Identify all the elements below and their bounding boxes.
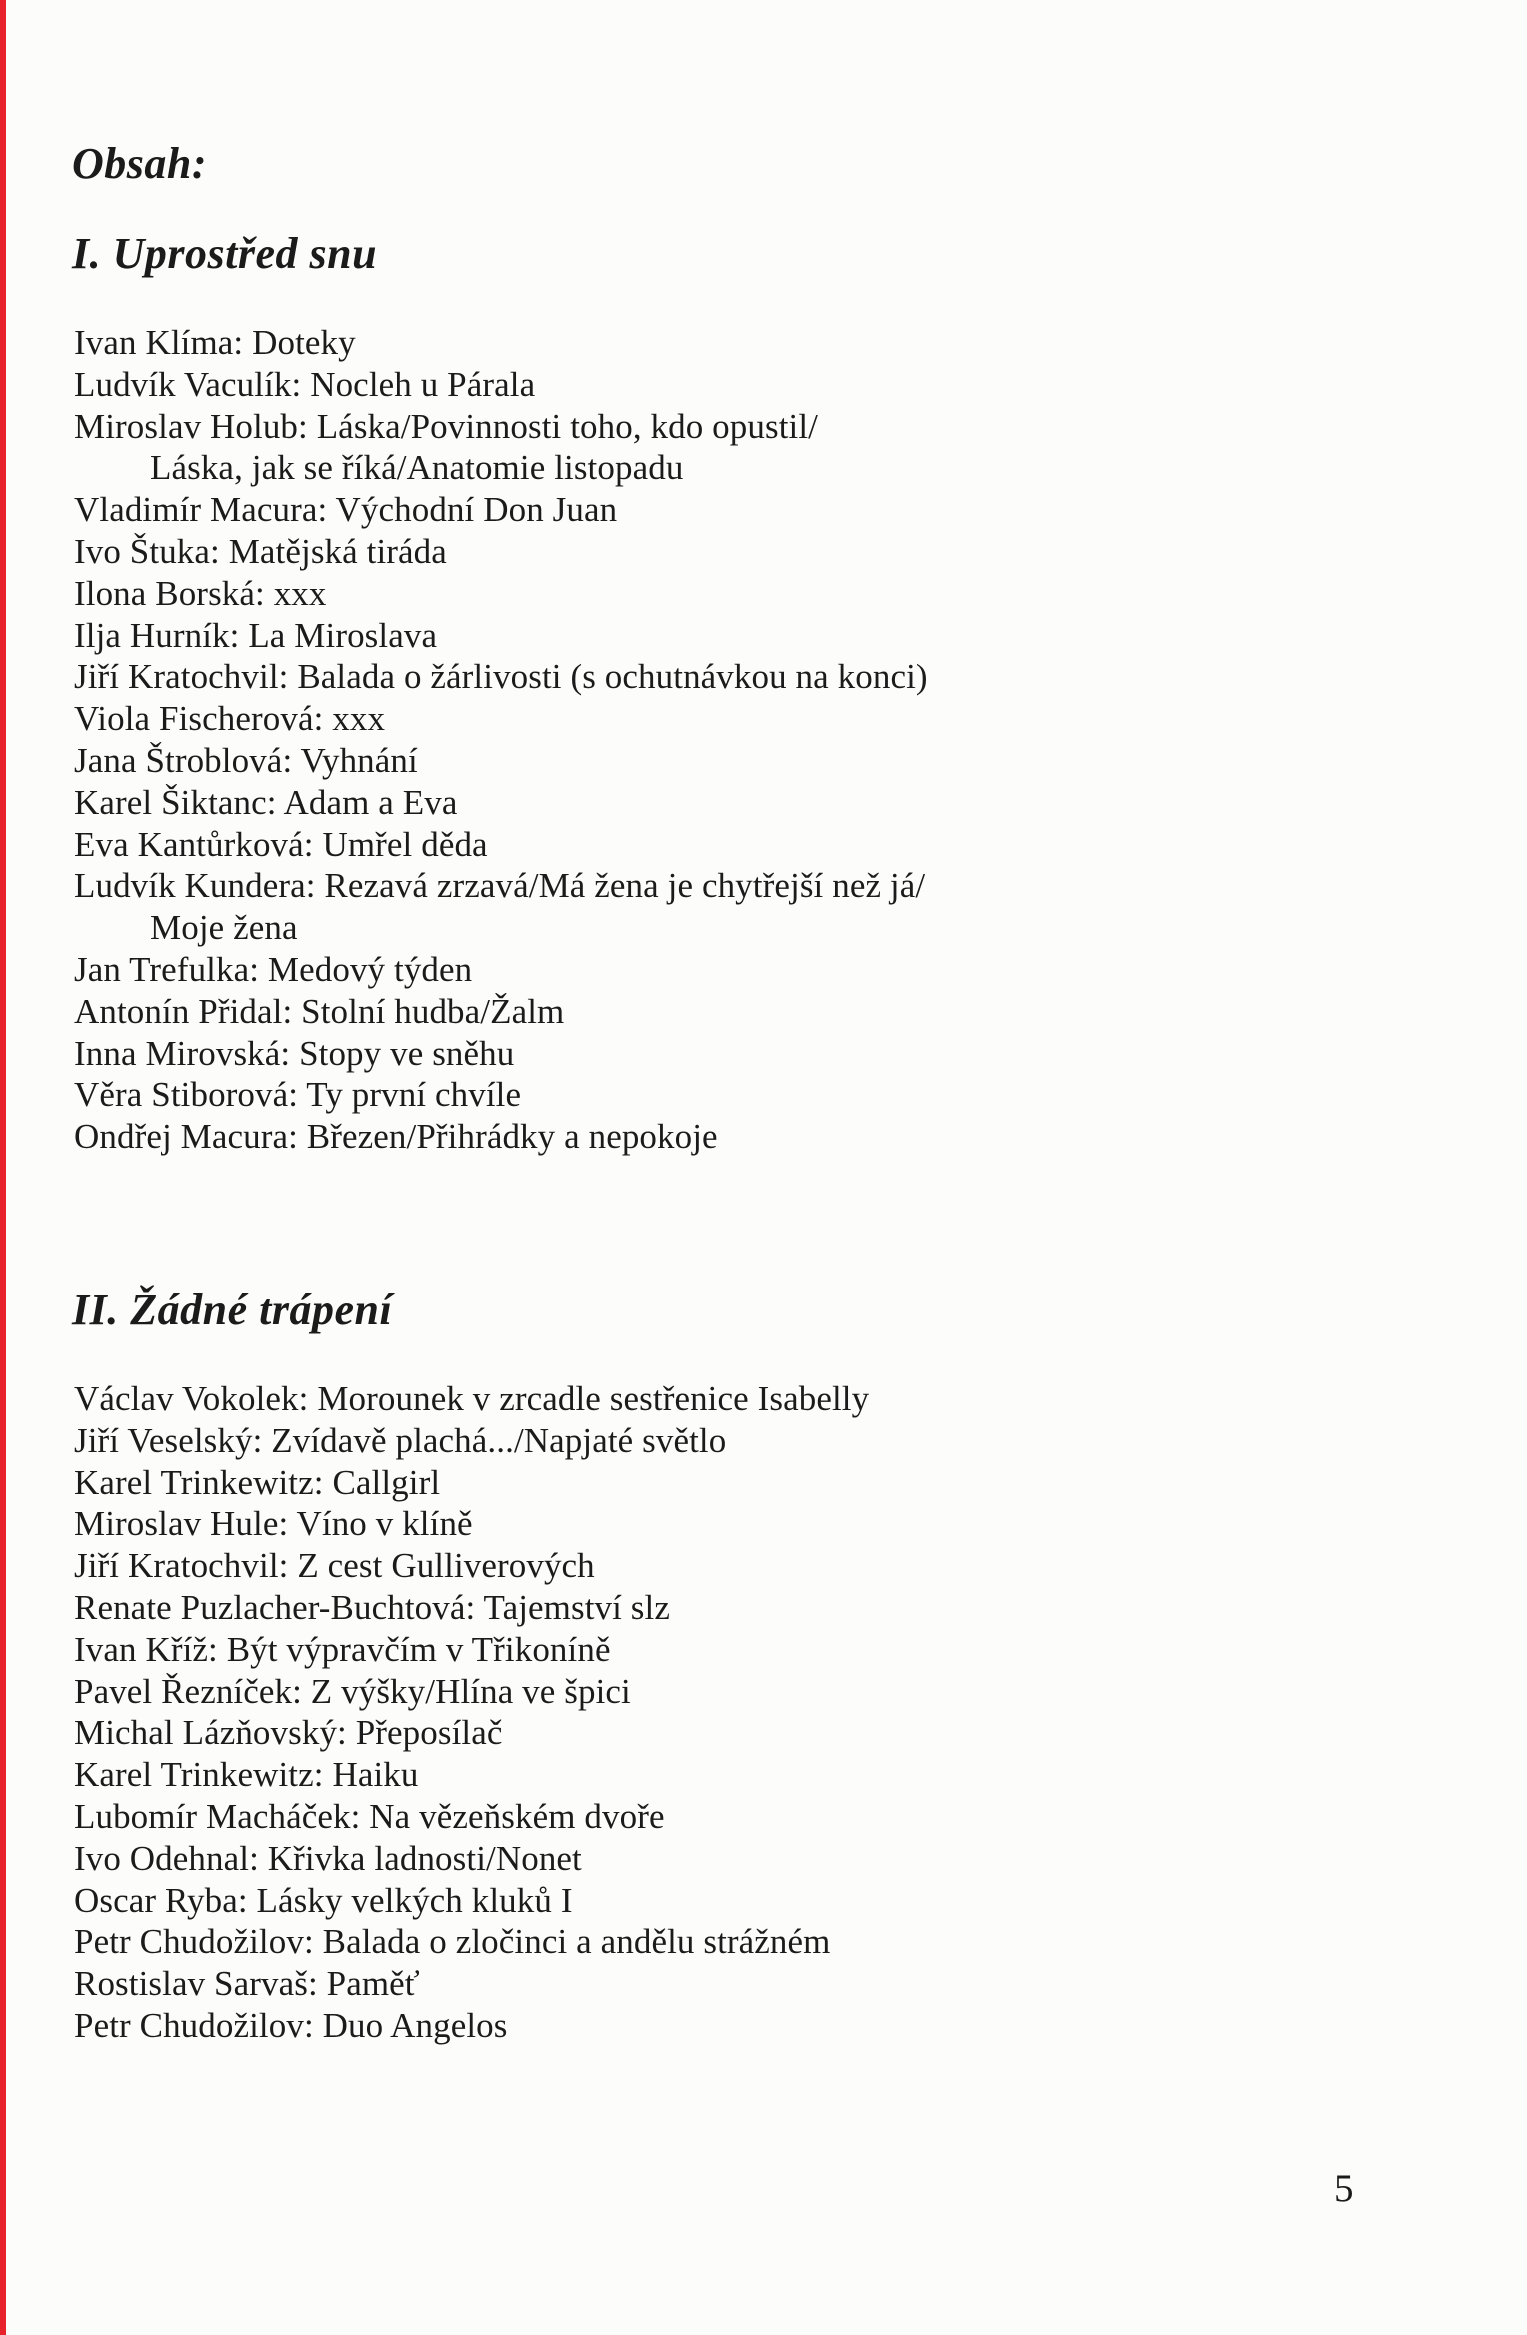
- toc-entry: Ivan Kříž: Být výpravčím v Třikoníně: [74, 1629, 611, 1669]
- toc-entry: Renate Puzlacher-Buchtová: Tajemství slz: [74, 1587, 670, 1627]
- toc-entry: Ivan Klíma: Doteky: [74, 323, 356, 362]
- toc-entry: Karel Šiktanc: Adam a Eva: [74, 782, 458, 822]
- toc-entry: Karel Trinkewitz: Haiku: [74, 1755, 419, 1795]
- toc-entry: Ondřej Macura: Březen/Přihrádky a nepokoje: [74, 1117, 718, 1157]
- toc-entry: Věra Stiborová: Ty první chvíle: [74, 1075, 522, 1115]
- toc-entry: Miroslav Hule: Víno v klíně: [74, 1504, 473, 1544]
- toc-entry: Ludvík Vaculík: Nocleh u Párala: [74, 364, 536, 404]
- toc-entry: Jiří Veselský: Zvídavě plachá.../Napjaté světlo: [74, 1420, 727, 1460]
- toc-entry: Inna Mirovská: Stopy ve sněhu: [74, 1033, 515, 1073]
- section-heading-2: II. Žádné trápení: [72, 1285, 393, 1334]
- toc-entry: Miroslav Holub: Láska/Povinnosti toho, kdo opustil/: [74, 406, 818, 446]
- toc-entry: Eva Kantůrková: Umřel děda: [74, 824, 488, 864]
- toc-entry: Václav Vokolek: Morounek v zrcadle sestřenice Isabelly: [74, 1379, 870, 1418]
- toc-entry: Oscar Ryba: Lásky velkých kluků I: [74, 1880, 573, 1920]
- scan-edge-red-stripe: [0, 0, 6, 2335]
- toc-entry: Jiří Kratochvil: Z cest Gulliverových: [74, 1546, 595, 1586]
- toc-entry: Ivo Odehnal: Křivka ladnosti/Nonet: [74, 1838, 582, 1878]
- toc-entry: Moje žena: [150, 908, 298, 948]
- toc-entry: Láska, jak se říká/Anatomie listopadu: [150, 448, 684, 488]
- toc-entry: Petr Chudožilov: Duo Angelos: [74, 2005, 508, 2045]
- toc-entry: Ilja Hurník: La Miroslava: [74, 615, 438, 655]
- toc-entry: Jan Trefulka: Medový týden: [74, 949, 473, 989]
- toc-entry: Rostislav Sarvaš: Paměť: [74, 1964, 420, 2004]
- toc-entry: Pavel Řezníček: Z výšky/Hlína ve špici: [74, 1671, 631, 1711]
- section-heading-1: I. Uprostřed snu: [72, 229, 378, 278]
- toc-entry: Jiří Kratochvil: Balada o žárlivosti (s ochutnávkou na konci): [74, 657, 928, 697]
- page-number: 5: [1334, 2167, 1354, 2210]
- toc-entry: Karel Trinkewitz: Callgirl: [74, 1462, 441, 1502]
- toc-entry: Antonín Přidal: Stolní hudba/Žalm: [74, 991, 565, 1031]
- toc-list-section-2: [74, 1378, 1454, 2047]
- toc-entry: Ludvík Kundera: Rezavá zrzavá/Má žena je chytřejší než já/: [74, 866, 926, 906]
- toc-entry: Jana Štroblová: Vyhnání: [74, 740, 418, 780]
- toc-list-section-1: [74, 322, 1454, 1158]
- toc-entry: Lubomír Macháček: Na vězeňském dvoře: [74, 1796, 665, 1836]
- toc-entry: Ivo Štuka: Matějská tiráda: [74, 531, 447, 571]
- toc-entry: Petr Chudožilov: Balada o zločinci a andělu strážném: [74, 1922, 831, 1962]
- page-title: Obsah:: [72, 139, 208, 188]
- toc-entry: Michal Lázňovský: Přeposílač: [74, 1713, 503, 1753]
- toc-entry: Vladimír Macura: Východní Don Juan: [74, 490, 618, 530]
- toc-entry: Ilona Borská: xxx: [74, 573, 327, 613]
- toc-entry: Viola Fischerová: xxx: [74, 699, 386, 739]
